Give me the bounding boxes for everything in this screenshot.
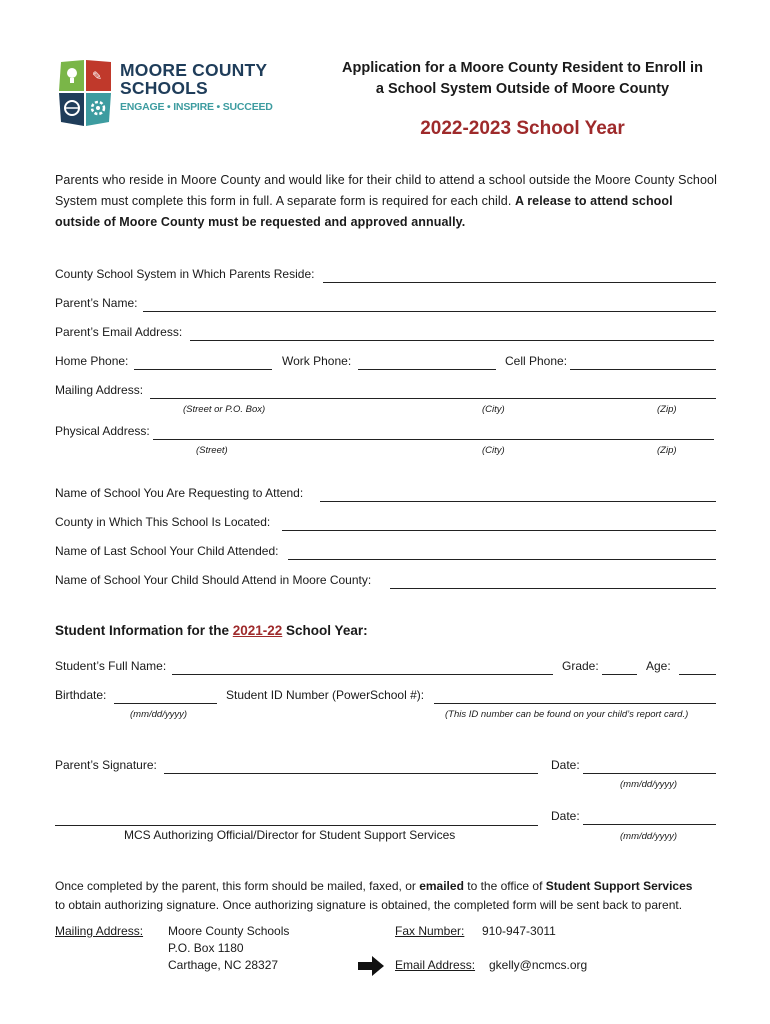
- instructions-line1: [55, 877, 725, 896]
- instructions-paragraph: [55, 877, 725, 915]
- mailing-line3: Carthage, NC 28327: [168, 958, 279, 972]
- instructions-text-a: Once completed by the parent, this form should be mailed, faxed, or: [55, 879, 420, 893]
- school-county-field[interactable]: [282, 530, 716, 531]
- mailing-zip-hint: (Zip): [657, 404, 677, 415]
- instructions-text-c: to the office of: [463, 879, 546, 893]
- physical-address-field[interactable]: [153, 439, 714, 440]
- instructions-line2: to obtain authorizing signature. Once authorizing signature is obtained, the completed form will be sent back to parent.: [55, 898, 683, 912]
- logo-name-line2: SCHOOLS: [120, 78, 208, 98]
- physical-address-label: Physical Address:: [55, 424, 150, 438]
- home-phone-label: Home Phone:: [55, 354, 129, 368]
- mailing-address-field[interactable]: [150, 398, 716, 399]
- fax-value: 910-947-3011: [482, 924, 556, 938]
- parent-name-field[interactable]: [143, 311, 716, 312]
- arrow-right-icon: [358, 956, 384, 976]
- student-id-hint: (This ID number can be found on your child’s report card.): [445, 709, 689, 720]
- instructions-student-support: Student Support Services: [545, 879, 693, 893]
- mailing-address-heading: Mailing Address:: [55, 924, 144, 938]
- home-phone-field[interactable]: [134, 369, 272, 370]
- school-county-label: County in Which This School Is Located:: [55, 515, 271, 529]
- birthdate-hint: (mm/dd/yyyy): [130, 709, 187, 720]
- physical-street-hint: (Street): [196, 445, 228, 456]
- student-heading-prefix: Student Information for the: [55, 623, 233, 638]
- intro-text: Parents who reside in Moore County and would like for their child to attend a school outside the Moore County School System must complete this form in full. A separate form is required for each child.: [55, 173, 717, 208]
- date2-field[interactable]: [583, 824, 716, 825]
- form-title-line1: Application for a Moore County Resident to Enroll in: [342, 60, 703, 76]
- fax-label: Fax Number:: [395, 924, 465, 938]
- parent-email-label: Parent’s Email Address:: [55, 325, 183, 339]
- mailing-address-label: Mailing Address:: [55, 383, 144, 397]
- intro-bold-text: A release to attend school outside of Moore County must be requested and approved annually.: [55, 194, 673, 229]
- cell-phone-label: Cell Phone:: [505, 354, 568, 368]
- form-title: [300, 58, 745, 100]
- email-label: Email Address:: [395, 958, 476, 972]
- form-title-line2: a School System Outside of Moore County: [375, 81, 670, 97]
- date1-field[interactable]: [583, 773, 716, 774]
- requested-school-field[interactable]: [320, 501, 716, 502]
- instructions-emailed: emailed: [419, 879, 464, 893]
- svg-text:✎: ✎: [92, 69, 103, 83]
- official-signature-field[interactable]: [55, 825, 538, 826]
- mailing-line2: P.O. Box 1180: [168, 941, 244, 955]
- student-heading-year: 2021-22: [232, 623, 283, 638]
- date2-label: Date:: [551, 809, 580, 823]
- grade-field[interactable]: [602, 674, 637, 675]
- last-school-field[interactable]: [288, 559, 716, 560]
- date1-label: Date:: [551, 758, 580, 772]
- student-heading-suffix: School Year:: [282, 623, 368, 638]
- intro-paragraph: [55, 170, 717, 233]
- moore-school-label: Name of School Your Child Should Attend in Moore County:: [55, 573, 372, 587]
- parent-email-field[interactable]: [190, 340, 714, 341]
- work-phone-label: Work Phone:: [282, 354, 352, 368]
- parent-name-label: Parent’s Name:: [55, 296, 138, 310]
- student-id-label: Student ID Number (PowerSchool #):: [226, 688, 425, 702]
- work-phone-field[interactable]: [358, 369, 496, 370]
- date2-hint: (mm/dd/yyyy): [620, 831, 677, 842]
- parent-signature-label: Parent’s Signature:: [55, 758, 157, 772]
- date1-hint: (mm/dd/yyyy): [620, 779, 677, 790]
- district-logo: [57, 58, 277, 130]
- student-id-field[interactable]: [434, 703, 716, 704]
- physical-city-hint: (City): [482, 445, 505, 456]
- logo-mark-icon: [57, 58, 113, 128]
- county-system-field[interactable]: [323, 282, 716, 283]
- birthdate-field[interactable]: [114, 703, 217, 704]
- age-field[interactable]: [679, 674, 716, 675]
- school-year-heading: 2022-2023 School Year: [420, 118, 625, 139]
- birthdate-label: Birthdate:: [55, 688, 107, 702]
- student-name-label: Student’s Full Name:: [55, 659, 167, 673]
- logo-tagline: ENGAGE • INSPIRE • SUCCEED: [120, 101, 273, 113]
- mailing-city-hint: (City): [482, 404, 505, 415]
- age-label: Age:: [646, 659, 671, 673]
- cell-phone-field[interactable]: [570, 369, 716, 370]
- mailing-street-hint: (Street or P.O. Box): [183, 404, 266, 415]
- last-school-label: Name of Last School Your Child Attended:: [55, 544, 279, 558]
- county-system-label: County School System in Which Parents Reside:: [55, 267, 315, 281]
- parent-signature-field[interactable]: [164, 773, 538, 774]
- student-name-field[interactable]: [172, 674, 553, 675]
- email-value[interactable]: gkelly@ncmcs.org: [489, 958, 588, 972]
- official-caption: MCS Authorizing Official/Director for Student Support Services: [124, 828, 456, 842]
- physical-zip-hint: (Zip): [657, 445, 677, 456]
- logo-name-line1: MOORE COUNTY: [120, 60, 268, 80]
- grade-label: Grade:: [562, 659, 599, 673]
- moore-school-field[interactable]: [390, 588, 716, 589]
- student-info-heading: [55, 623, 368, 638]
- mailing-line1: Moore County Schools: [168, 924, 290, 938]
- requested-school-label: Name of School You Are Requesting to Attend:: [55, 486, 304, 500]
